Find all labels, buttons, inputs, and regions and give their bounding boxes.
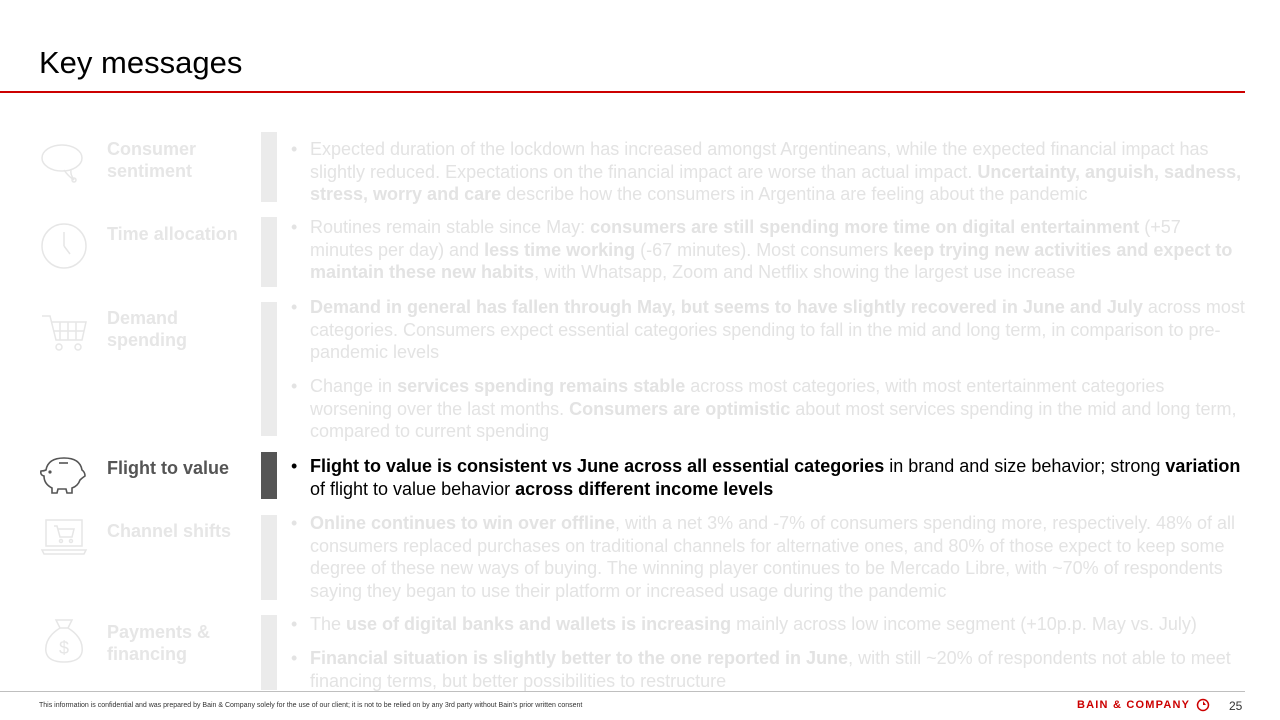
bold-text: use of digital banks and wallets is increasing bbox=[346, 614, 732, 634]
bold-text: Demand in general has fallen through May, but seems to have slightly recovered in June and July bbox=[310, 297, 1143, 317]
bullet-text bbox=[310, 512, 1245, 602]
text-run: in brand and size behavior; strong bbox=[884, 456, 1166, 476]
piggy-bank-icon bbox=[38, 448, 90, 500]
section-label: Channel shifts bbox=[107, 521, 232, 541]
text-run: mainly across low income segment (+10p.p. May vs. July) bbox=[731, 614, 1197, 634]
title-divider bbox=[0, 91, 1245, 93]
section-label: Flight to value bbox=[107, 458, 230, 478]
text-run: Routines remain stable since May: bbox=[310, 217, 591, 237]
section-label: Payments & financing bbox=[107, 622, 211, 664]
logo-text: BAIN & COMPANY bbox=[1077, 699, 1191, 711]
text-run: , with a net 3% and -7% of consumers spending more, respectively. 48% of all consumers replaced purchases on traditional channels for alternative ones, and 80% of those expect to keep some degree of these new ways of buying. The winning player continues to be Mercado Libre, with ~70% of respondents saying they began to use their platform or increased usage during the pandemic bbox=[310, 513, 1235, 601]
bold-text: Uncertainty, anguish, sadness, stress, worry and care bbox=[310, 161, 1242, 204]
bold-text: keep trying new activities and expect to maintain these new habits bbox=[310, 239, 1233, 282]
section-bar bbox=[261, 302, 277, 436]
text-run: Change in bbox=[310, 376, 398, 396]
section-bar bbox=[261, 132, 277, 202]
bullet-text bbox=[310, 375, 1245, 443]
laptop-cart-icon bbox=[38, 512, 90, 564]
page-title: Key messages bbox=[39, 45, 243, 80]
bold-text: Consumers are optimistic bbox=[569, 398, 791, 419]
bain-logo bbox=[1077, 698, 1210, 712]
bold-text: across different income levels bbox=[515, 478, 774, 499]
section-bar bbox=[261, 217, 277, 287]
section-bar bbox=[261, 452, 277, 499]
bold-text: services spending remains stable bbox=[397, 376, 686, 396]
footer-divider bbox=[0, 691, 1245, 692]
bullet-text bbox=[310, 613, 1245, 636]
bold-text: Flight to value is consistent vs June across all essential categories bbox=[310, 456, 885, 476]
text-run: describe how the consumers in Argentina are feeling about the pandemic bbox=[501, 184, 1088, 204]
text-run: , with still ~20% of respondents not able to meet financing terms, but better possibilities to restructure bbox=[310, 648, 1231, 691]
bold-text: variation bbox=[1165, 456, 1241, 476]
bullet-text bbox=[310, 296, 1245, 364]
text-run: , with Whatsapp, Zoom and Netflix showing the largest use increase bbox=[534, 262, 1076, 282]
text-run: Expected duration of the lockdown has increased amongst Argentineans, while the expected financial impact has slightly reduced. Expectations on the financial impact are worse than actual impact. bbox=[310, 139, 1209, 182]
bullet-text bbox=[310, 647, 1245, 692]
clock-icon bbox=[38, 220, 90, 272]
bold-text: Online continues to win over offline bbox=[310, 513, 616, 533]
text-run: of flight to value behavior bbox=[310, 478, 516, 499]
svg-text:$: $ bbox=[58, 638, 70, 658]
text-run: (-67 minutes). Most consumers bbox=[635, 239, 894, 260]
section-label: Consumer sentiment bbox=[107, 139, 197, 181]
text-run: (+57 minutes per day) and bbox=[310, 217, 1181, 260]
bullet-text bbox=[310, 216, 1245, 284]
speech-bubble-icon bbox=[38, 136, 90, 188]
section-bar bbox=[261, 615, 277, 690]
bullet-text bbox=[310, 138, 1245, 206]
bold-text: Financial situation is slightly better to the one reported in June bbox=[310, 648, 849, 668]
section-label: Demand spending bbox=[107, 308, 187, 350]
confidentiality-disclaimer: This information is confidential and was prepared by Bain & Company solely for the use of our client; it is not to be relied on by any 3rd party without Bain's prior written consent bbox=[39, 702, 583, 709]
logo-mark-icon bbox=[1196, 698, 1210, 712]
page-number: 25 bbox=[1229, 699, 1243, 713]
bullet-text bbox=[310, 455, 1245, 500]
section-label: Time allocation bbox=[107, 224, 238, 244]
bold-text: consumers are still spending more time on digital entertainment bbox=[590, 217, 1140, 237]
text-run: about most services spending in the mid and long term, compared to current spending bbox=[310, 398, 1237, 441]
text-run: The bbox=[310, 614, 347, 634]
text-run: across most categories. Consumers expect essential categories spending to fall in the mid and long term, in comparison to pre-pandemic levels bbox=[310, 297, 1245, 362]
section-bar bbox=[261, 515, 277, 600]
money-bag-icon bbox=[38, 614, 90, 666]
text-run: across most categories, with most entertainment categories worsening over the last months. bbox=[310, 376, 1165, 419]
shopping-cart-icon bbox=[38, 306, 90, 358]
bold-text: less time working bbox=[484, 239, 636, 260]
